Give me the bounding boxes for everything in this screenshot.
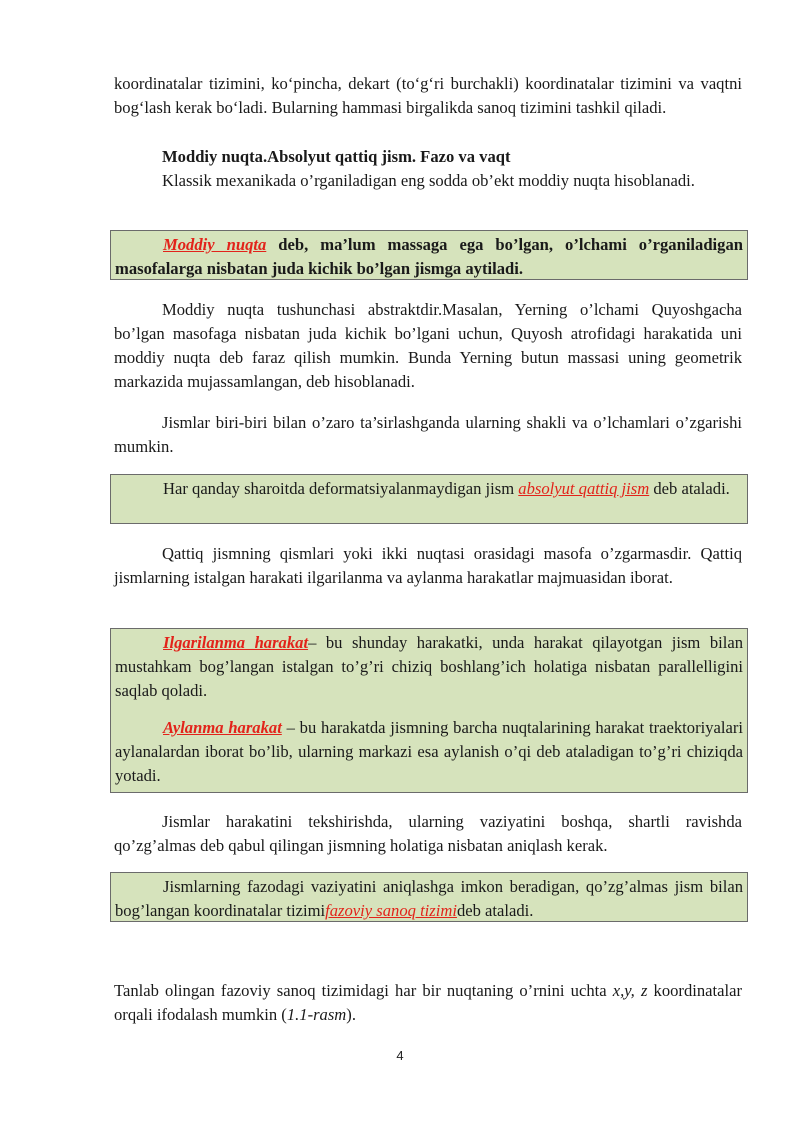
material-point-text: deb, ma’lum massaga ega bo’lgan, o’lchami o’rganiladigan masofalarga nisbatan juda kichik bo’lgan jismga aytiladi. (115, 235, 743, 278)
coordinates-paragraph (114, 979, 742, 1027)
definition-box-material-point (110, 230, 748, 280)
interaction-paragraph: Jismlar biri-biri bilan o’zaro ta’sirlashganda ularning shakli va o’lchamlari o’zgarishi mumkin. (114, 413, 742, 456)
definition-box-rigid-body (110, 474, 748, 524)
rigid-body-paragraph: Qattiq jismning qismlari yoki ikki nuqtasi orasidagi masofa o’zgarmasdir. Qattiq jismlarning istalgan harakati ilgarilanma va aylanma harakatlar majmuasidan iborat. (114, 544, 742, 587)
intro-paragraph: koordinatalar tizimini, ko‘pincha, dekart (to‘g‘ri burchakli) koordinatalar tizimini va vaqtni bog‘lash kerak bo‘ladi. Bularning hammasi birgalikda sanoq tizimini tashkil qiladi. (114, 74, 742, 117)
definition-box-motion-types (110, 628, 748, 793)
coordinates-text-after: ). (346, 1005, 356, 1024)
translational-motion-text: – bu shunday harakatki, unda harakat qilayotgan jism bilan mustahkam bog’langan istalgan to’g’ri chiziq boshlang’ich holatiga nisbatan parallelligini saqlab qoladi. (115, 633, 743, 700)
rotational-motion-text: – bu harakatda jismning barcha nuqtalarining harakat traektoriyalari aylanalardan iborat bo’lib, ularning markazi esa aylanish o’qi deb ataladigan to’g’ri chiziqda yotadi. (115, 718, 743, 785)
classic-mechanics-paragraph: Klassik mexanikada o’rganiladigan eng sodda ob’ekt moddiy nuqta hisoblanadi. (162, 171, 695, 190)
material-point-definition (115, 233, 743, 281)
definition-box-reference-frame (110, 872, 748, 922)
abstraction-paragraph: Moddiy nuqta tushunchasi abstraktdir.Masalan, Yerning o’lchami Quyoshgacha bo’lgan masofaga nisbatan juda kichik bo’lgani uchun, Quyosh atrofidagi harakatida uni moddiy nuqta deb faraz qilish mumkin. Bunda Yerning butun massasi uning geometrik markazida mujassamlangan, deb hisoblanadi. (114, 300, 742, 391)
rigid-body-definition (115, 477, 743, 501)
section-heading: Moddiy nuqta.Absolyut qattiq jism. Fazo va vaqt (162, 147, 511, 166)
position-paragraph: Jismlar harakatini tekshirishda, ularning vaziyatini boshqa, shartli ravishda qo’zg’almas deb qabul qilingan jismning holatiga nisbatan aniqlash kerak. (114, 812, 742, 855)
coordinates-text-mid: koordinatalar orqali ifodalash mumkin ( (114, 981, 742, 1024)
translational-motion-definition (115, 631, 743, 703)
reference-frame-text-before: Jismlarning fazodagi vaziyatini aniqlashga imkon beradigan, qo’zg’almas jism bilan bog’langan koordinatalar tizimi (115, 877, 743, 920)
reference-frame-text-after: deb ataladi. (456, 901, 534, 920)
term-reference-frame: fazoviy sanoq tizimi (325, 901, 457, 920)
figure-reference: 1.1-rasm (286, 1005, 347, 1024)
coordinates-text-before: Tanlab olingan fazoviy sanoq tizimidagi har bir nuqtaning o’rnini uchta (114, 981, 613, 1000)
rigid-body-text-after: deb ataladi. (649, 479, 730, 498)
coordinate-variables: x,y, z (612, 981, 648, 1000)
term-rotational-motion: Aylanma harakat (163, 718, 282, 737)
term-translational-motion: Ilgarilanma harakat (163, 633, 309, 652)
rigid-body-text-before: Har qanday sharoitda deformatsiyalanmaydigan jism (163, 479, 519, 498)
rotational-motion-definition (115, 716, 743, 788)
term-rigid-body: absolyut qattiq jism (518, 479, 650, 498)
page-number: 4 (396, 1048, 404, 1063)
term-material-point: Moddiy nuqta (163, 235, 267, 254)
reference-frame-definition (115, 875, 743, 923)
